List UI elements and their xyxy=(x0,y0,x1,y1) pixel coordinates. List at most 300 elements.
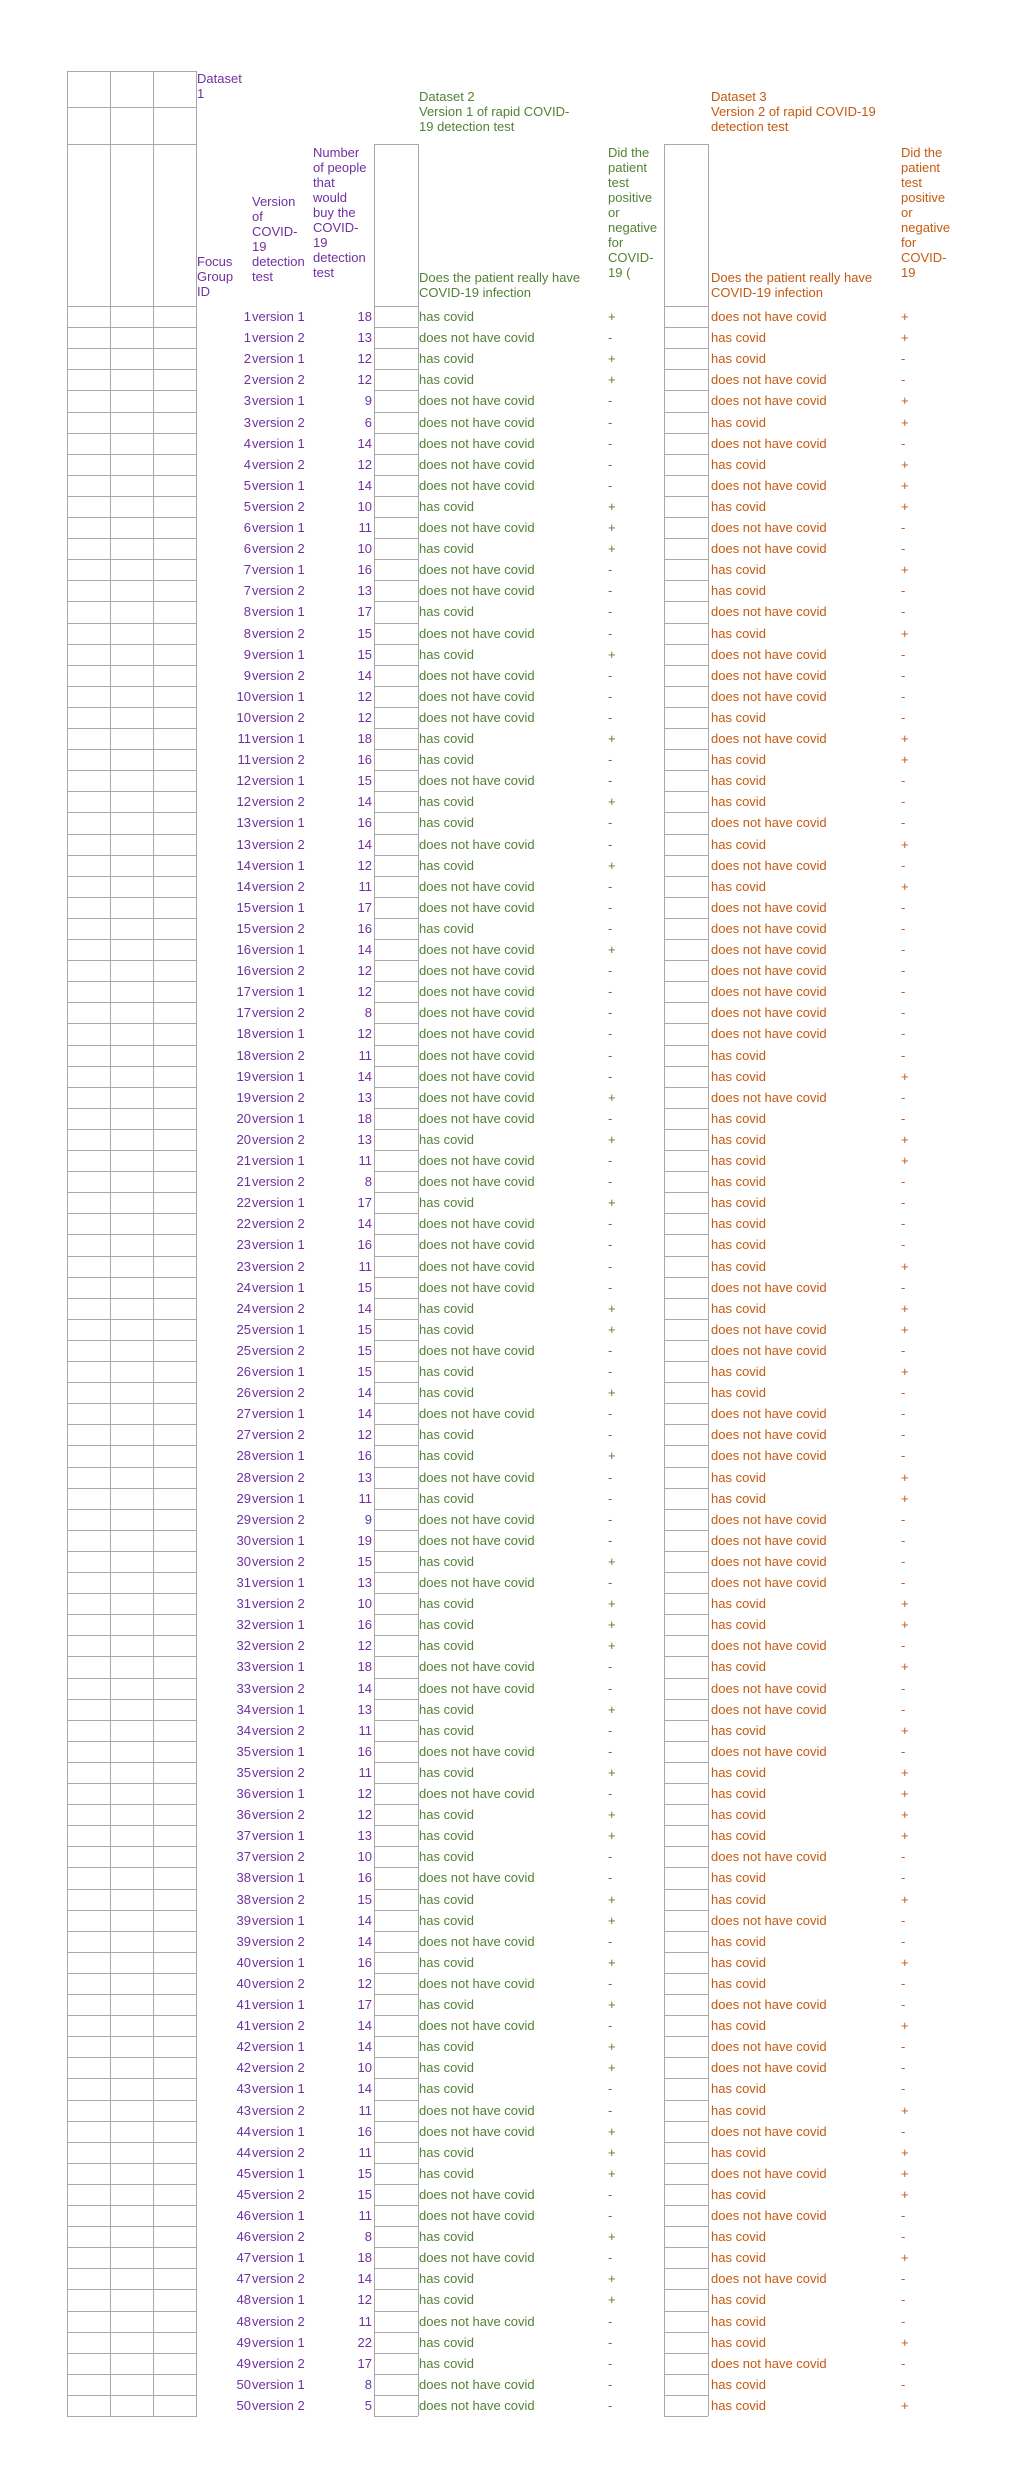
focus-group-id: 39 xyxy=(236,1934,251,1949)
grid-line xyxy=(664,644,708,645)
grid-line xyxy=(374,1488,418,1489)
ds2-test-result: - xyxy=(608,2187,613,2202)
grid-line xyxy=(664,1298,708,1299)
buyer-count: 15 xyxy=(357,1554,372,1569)
ds2-test-result: - xyxy=(608,1364,613,1379)
test-version: version 2 xyxy=(252,1259,305,1274)
ds3-test-result: + xyxy=(901,1153,909,1168)
grid-line xyxy=(67,1678,197,1679)
test-version: version 1 xyxy=(252,1533,305,1548)
ds3-has-covid: does not have covid xyxy=(711,2060,827,2075)
ds2-test-result: - xyxy=(608,1069,613,1084)
grid-line xyxy=(67,390,197,391)
grid-line xyxy=(374,1445,418,1446)
ds2-test-result: - xyxy=(608,393,613,408)
grid-line xyxy=(374,475,418,476)
focus-group-id: 20 xyxy=(236,1111,251,1126)
ds2-test-result: - xyxy=(608,2377,613,2392)
ds2-has-covid: does not have covid xyxy=(419,415,535,430)
grid-line xyxy=(374,2395,418,2396)
buyer-count: 12 xyxy=(357,1638,372,1653)
grid-line xyxy=(67,71,197,72)
ds2-test-result: - xyxy=(608,1849,613,1864)
ds3-has-covid: has covid xyxy=(711,2314,766,2329)
buyer-count: 18 xyxy=(357,309,372,324)
ds2-has-covid: does not have covid xyxy=(419,1934,535,1949)
focus-group-id: 47 xyxy=(236,2271,251,2286)
ds2-test-result: - xyxy=(608,1216,613,1231)
test-version: version 1 xyxy=(252,942,305,957)
buyer-count: 16 xyxy=(357,1870,372,1885)
buyer-count: 14 xyxy=(357,1385,372,1400)
ds3-has-covid: has covid xyxy=(711,2081,766,2096)
buyer-count: 8 xyxy=(364,1005,372,1020)
grid-line xyxy=(67,812,197,813)
buyer-count: 13 xyxy=(357,583,372,598)
focus-group-id: 19 xyxy=(236,1090,251,1105)
buyer-count: 16 xyxy=(357,1448,372,1463)
buyer-count: 14 xyxy=(357,2081,372,2096)
ds3-has-covid: has covid xyxy=(711,1132,766,1147)
grid-line xyxy=(374,1889,418,1890)
buyer-count: 13 xyxy=(357,330,372,345)
ds3-test-result: - xyxy=(901,668,906,683)
grid-line xyxy=(374,601,418,602)
buyer-count: 11 xyxy=(358,1048,372,1063)
buyer-count: 14 xyxy=(357,1406,372,1421)
test-version: version 2 xyxy=(252,457,305,472)
ds3-has-covid: has covid xyxy=(711,1301,766,1316)
grid-line xyxy=(664,2247,708,2248)
ds2-has-covid: does not have covid xyxy=(419,879,535,894)
grid-line xyxy=(374,1804,418,1805)
ds3-has-covid: does not have covid xyxy=(711,1026,827,1041)
grid-line xyxy=(67,601,197,602)
ds3-has-covid: has covid xyxy=(711,2229,766,2244)
ds2-test-result: + xyxy=(608,1807,616,1822)
test-version: version 1 xyxy=(252,2081,305,2096)
test-version: version 1 xyxy=(252,1448,305,1463)
ds3-has-covid: does not have covid xyxy=(711,900,827,915)
focus-group-id: 49 xyxy=(236,2335,251,2350)
grid-line xyxy=(67,1129,197,1130)
grid-line xyxy=(67,1614,197,1615)
test-version: version 2 xyxy=(252,2314,305,2329)
buyer-count: 12 xyxy=(357,1427,372,1442)
ds2-test-result: + xyxy=(608,499,616,514)
test-version: version 2 xyxy=(252,1470,305,1485)
ds2-test-result: - xyxy=(608,689,613,704)
ds2-test-result: - xyxy=(608,2081,613,2096)
buyer-count: 16 xyxy=(357,1617,372,1632)
ds3-has-covid: has covid xyxy=(711,1153,766,1168)
ds3-has-covid: has covid xyxy=(711,562,766,577)
focus-group-id: 41 xyxy=(236,1997,251,2012)
grid-line xyxy=(67,2332,197,2333)
grid-line xyxy=(664,2395,708,2396)
grid-line xyxy=(664,1678,708,1679)
ds3-has-covid: has covid xyxy=(711,2292,766,2307)
ds2-test-result: - xyxy=(608,2335,613,2350)
grid-line xyxy=(67,728,197,729)
grid-line xyxy=(664,1825,708,1826)
focus-group-id: 17 xyxy=(236,1005,251,1020)
ds2-test-result: + xyxy=(608,1322,616,1337)
grid-line xyxy=(374,1635,418,1636)
test-version: version 1 xyxy=(252,900,305,915)
ds3-test-result: - xyxy=(901,2039,906,2054)
buyer-count: 11 xyxy=(358,2103,372,2118)
ds3-test-result: + xyxy=(901,2187,909,2202)
ds2-has-covid: does not have covid xyxy=(419,1744,535,1759)
grid-line xyxy=(664,2374,708,2375)
ds2-has-covid: does not have covid xyxy=(419,1005,535,1020)
buyer-count: 11 xyxy=(358,1153,372,1168)
grid-line xyxy=(67,1931,197,1932)
ds3-test-result: - xyxy=(901,1554,906,1569)
grid-line xyxy=(374,1298,418,1299)
ds3-test-result: - xyxy=(901,1406,906,1421)
test-version: version 2 xyxy=(252,752,305,767)
ds2-test-result: - xyxy=(608,1659,613,1674)
buyer-count: 15 xyxy=(357,1322,372,1337)
grid-line xyxy=(67,644,197,645)
grid-line xyxy=(374,306,418,307)
focus-group-id: 45 xyxy=(236,2187,251,2202)
grid-line xyxy=(67,1952,197,1953)
grid-line xyxy=(67,1045,197,1046)
ds3-test-result: - xyxy=(901,942,906,957)
ds3-test-result: - xyxy=(901,2124,906,2139)
test-version: version 1 xyxy=(252,1617,305,1632)
ds2-has-covid: has covid xyxy=(419,309,474,324)
buyer-count: 12 xyxy=(357,1976,372,1991)
grid-line xyxy=(374,517,418,518)
buyer-count: 17 xyxy=(357,604,372,619)
grid-line xyxy=(664,580,708,581)
grid-line xyxy=(664,1846,708,1847)
buyer-count: 18 xyxy=(357,731,372,746)
grid-line xyxy=(67,707,197,708)
ds3-test-result: - xyxy=(901,372,906,387)
grid-line xyxy=(67,517,197,518)
grid-line xyxy=(664,2289,708,2290)
test-version: version 1 xyxy=(252,1913,305,1928)
ds3-test-result: + xyxy=(901,309,909,324)
grid-line xyxy=(67,2142,197,2143)
focus-group-id: 15 xyxy=(236,900,251,915)
focus-group-id: 28 xyxy=(236,1470,251,1485)
ds3-test-result: + xyxy=(901,1132,909,1147)
ds2-test-result: + xyxy=(608,794,616,809)
ds3-has-covid: has covid xyxy=(711,1955,766,1970)
grid-line xyxy=(67,686,197,687)
test-version: version 2 xyxy=(252,541,305,556)
test-version: version 1 xyxy=(252,815,305,830)
test-version: version 2 xyxy=(252,1512,305,1527)
grid-line xyxy=(67,1108,197,1109)
grid-line xyxy=(374,1846,418,1847)
grid-line xyxy=(374,728,418,729)
ds3-test-result: + xyxy=(901,1659,909,1674)
test-version: version 1 xyxy=(252,1702,305,1717)
grid-line xyxy=(67,496,197,497)
grid-line xyxy=(374,1952,418,1953)
grid-line xyxy=(374,559,418,560)
grid-line xyxy=(664,601,708,602)
grid-line xyxy=(67,107,197,108)
ds3-has-covid: has covid xyxy=(711,1259,766,1274)
grid-line xyxy=(664,1066,708,1067)
focus-group-id: 48 xyxy=(236,2314,251,2329)
grid-line xyxy=(374,1678,418,1679)
ds2-test-result: - xyxy=(608,562,613,577)
buyer-count: 13 xyxy=(357,1132,372,1147)
test-version: version 2 xyxy=(252,668,305,683)
ds3-test-result: - xyxy=(901,1512,906,1527)
buyer-count: 11 xyxy=(358,1259,372,1274)
test-version: version 1 xyxy=(252,2377,305,2392)
ds3-has-covid: has covid xyxy=(711,1934,766,1949)
grid-line xyxy=(664,390,708,391)
grid-line xyxy=(67,1087,197,1088)
grid-line xyxy=(664,1129,708,1130)
ds3-test-result: + xyxy=(901,393,909,408)
ds3-has-covid: does not have covid xyxy=(711,1090,827,1105)
buyer-count: 11 xyxy=(358,520,372,535)
ds3-test-result: + xyxy=(901,1364,909,1379)
grid-line xyxy=(67,2015,197,2016)
ds2-test-result: - xyxy=(608,1026,613,1041)
grid-line xyxy=(67,2057,197,2058)
ds3-has-covid: has covid xyxy=(711,1617,766,1632)
ds3-test-result: - xyxy=(901,583,906,598)
focus-group-id: 28 xyxy=(236,1448,251,1463)
focus-group-id: 27 xyxy=(236,1406,251,1421)
grid-line xyxy=(374,623,418,624)
ds3-test-result: + xyxy=(901,1892,909,1907)
buyer-count: 14 xyxy=(357,794,372,809)
grid-line xyxy=(374,1572,418,1573)
ds3-test-result: - xyxy=(901,1048,906,1063)
ds3-has-covid: does not have covid xyxy=(711,478,827,493)
ds2-has-covid: has covid xyxy=(419,1132,474,1147)
test-version: version 2 xyxy=(252,1427,305,1442)
grid-line xyxy=(67,2289,197,2290)
grid-line xyxy=(67,1994,197,1995)
ds2-test-result: - xyxy=(608,1512,613,1527)
focus-group-id: 13 xyxy=(236,837,251,852)
ds3-test-result: - xyxy=(901,1090,906,1105)
ds3-has-covid: does not have covid xyxy=(711,1702,827,1717)
ds3-test-result: - xyxy=(901,541,906,556)
ds2-test-result: - xyxy=(608,2250,613,2265)
ds3-has-covid: has covid xyxy=(711,626,766,641)
ds2-has-covid: does not have covid xyxy=(419,689,535,704)
grid-line xyxy=(374,1994,418,1995)
ds2-has-covid: has covid xyxy=(419,1448,474,1463)
test-version: version 1 xyxy=(252,1659,305,1674)
ds3-has-covid: does not have covid xyxy=(711,963,827,978)
ds3-has-covid: does not have covid xyxy=(711,2039,827,2054)
ds2-test-result: - xyxy=(608,1174,613,1189)
grid-line xyxy=(374,1931,418,1932)
grid-line xyxy=(664,348,708,349)
ds2-has-covid: has covid xyxy=(419,1322,474,1337)
grid-line xyxy=(664,1699,708,1700)
ds3-test-result: + xyxy=(901,1723,909,1738)
grid-line xyxy=(67,1635,197,1636)
grid-line xyxy=(374,2311,418,2312)
focus-group-id: 38 xyxy=(236,1892,251,1907)
grid-line xyxy=(67,1424,197,1425)
grid-line xyxy=(374,1656,418,1657)
grid-line xyxy=(374,1277,418,1278)
ds2-test-result: + xyxy=(608,520,616,535)
grid-line xyxy=(664,1361,708,1362)
test-version: version 1 xyxy=(252,731,305,746)
ds3-test-result: - xyxy=(901,1870,906,1885)
ds2-has-covid: has covid xyxy=(419,1617,474,1632)
ds3-test-result: + xyxy=(901,2103,909,2118)
buyer-count: 11 xyxy=(358,2145,372,2160)
focus-group-id: 26 xyxy=(236,1364,251,1379)
grid-line xyxy=(374,1867,418,1868)
ds2-has-covid: has covid xyxy=(419,647,474,662)
focus-group-id: 25 xyxy=(236,1343,251,1358)
ds2-has-covid: has covid xyxy=(419,1554,474,1569)
grid-line xyxy=(374,2163,418,2164)
buyer-count: 14 xyxy=(357,668,372,683)
ds2-has-covid: has covid xyxy=(419,1195,474,1210)
ds2-has-covid: does not have covid xyxy=(419,2377,535,2392)
ds2-test-result: - xyxy=(608,2398,613,2413)
ds2-test-result: - xyxy=(608,752,613,767)
grid-line xyxy=(67,1846,197,1847)
ds2-has-covid: has covid xyxy=(419,1491,474,1506)
test-version: version 2 xyxy=(252,2018,305,2033)
ds2-has-covid: does not have covid xyxy=(419,963,535,978)
focus-group-id: 11 xyxy=(237,752,251,767)
grid-line xyxy=(374,1467,418,1468)
ds2-test-result: - xyxy=(608,436,613,451)
ds3-test-result: - xyxy=(901,1638,906,1653)
buyer-count: 18 xyxy=(357,2250,372,2265)
grid-line xyxy=(67,2374,197,2375)
buyer-count: 14 xyxy=(357,1913,372,1928)
ds3-test-result: + xyxy=(901,499,909,514)
ds2-has-covid: does not have covid xyxy=(419,1343,535,1358)
buyer-count: 13 xyxy=(357,1470,372,1485)
test-version: version 1 xyxy=(252,604,305,619)
ds2-test-result: + xyxy=(608,647,616,662)
buyer-count: 12 xyxy=(357,984,372,999)
ds3-has-covid: has covid xyxy=(711,583,766,598)
grid-line xyxy=(374,348,418,349)
ds3-test-result: - xyxy=(901,1533,906,1548)
ds3-has-covid: does not have covid xyxy=(711,689,827,704)
grid-line xyxy=(374,1192,418,1193)
grid-line xyxy=(67,412,197,413)
buyer-count: 17 xyxy=(357,1195,372,1210)
ds3-has-covid: does not have covid xyxy=(711,942,827,957)
grid-line xyxy=(664,918,708,919)
focus-group-id: 12 xyxy=(236,794,251,809)
ds3-has-covid: has covid xyxy=(711,1364,766,1379)
focus-group-id: 42 xyxy=(236,2060,251,2075)
ds3-has-covid: has covid xyxy=(711,1870,766,1885)
ds3-test-result: - xyxy=(901,1005,906,1020)
buyer-count: 13 xyxy=(357,1828,372,1843)
ds2-test-result: + xyxy=(608,1765,616,1780)
ds2-test-result: + xyxy=(608,2039,616,2054)
ds2-has-covid: does not have covid xyxy=(419,583,535,598)
focus-group-id: 23 xyxy=(236,1237,251,1252)
focus-group-id: 30 xyxy=(236,1554,251,1569)
test-version: version 1 xyxy=(252,520,305,535)
buyer-count: 5 xyxy=(364,2398,372,2413)
ds3-has-covid: does not have covid xyxy=(711,309,827,324)
ds2-test-result: - xyxy=(608,1259,613,1274)
ds2-has-covid: does not have covid xyxy=(419,1406,535,1421)
ds3-test-result: + xyxy=(901,1491,909,1506)
grid-line xyxy=(67,1762,197,1763)
grid-line xyxy=(374,538,418,539)
ds2-has-covid: does not have covid xyxy=(419,2398,535,2413)
ds3-test-result: - xyxy=(901,984,906,999)
ds2-has-covid: has covid xyxy=(419,1765,474,1780)
buyer-count: 11 xyxy=(358,1723,372,1738)
grid-line xyxy=(374,2353,418,2354)
grid-line xyxy=(374,939,418,940)
focus-group-id: 3 xyxy=(243,415,251,430)
grid-line xyxy=(664,791,708,792)
grid-line xyxy=(67,1509,197,1510)
test-version: version 2 xyxy=(252,1385,305,1400)
ds3-has-covid: has covid xyxy=(711,2145,766,2160)
grid-line xyxy=(664,144,665,2416)
grid-line xyxy=(664,2015,708,2016)
ds2-test-result: - xyxy=(608,1237,613,1252)
grid-line xyxy=(67,1192,197,1193)
grid-line xyxy=(374,2036,418,2037)
test-version: version 1 xyxy=(252,2039,305,2054)
grid-line xyxy=(374,812,418,813)
test-version: version 1 xyxy=(252,858,305,873)
ds3-test-result: - xyxy=(901,1997,906,2012)
test-version: version 1 xyxy=(252,309,305,324)
ds2-has-covid: does not have covid xyxy=(419,626,535,641)
ds3-has-covid: has covid xyxy=(711,773,766,788)
grid-line xyxy=(664,1530,708,1531)
buyer-count: 12 xyxy=(357,1786,372,1801)
ds2-has-covid: does not have covid xyxy=(419,2187,535,2202)
test-version: version 1 xyxy=(252,2335,305,2350)
grid-line xyxy=(374,1825,418,1826)
focus-group-id: 2 xyxy=(243,351,251,366)
grid-line xyxy=(67,1382,197,1383)
focus-group-id: 5 xyxy=(243,478,251,493)
focus-group-id: 42 xyxy=(236,2039,251,2054)
test-version: version 1 xyxy=(252,436,305,451)
test-version: version 1 xyxy=(252,1491,305,1506)
grid-line xyxy=(664,1973,708,1974)
grid-line xyxy=(67,1488,197,1489)
dataset1-title: Dataset 1 xyxy=(197,71,242,101)
ds2-test-result: + xyxy=(608,1892,616,1907)
ds2-has-covid: has covid xyxy=(419,1997,474,2012)
test-version: version 2 xyxy=(252,1216,305,1231)
